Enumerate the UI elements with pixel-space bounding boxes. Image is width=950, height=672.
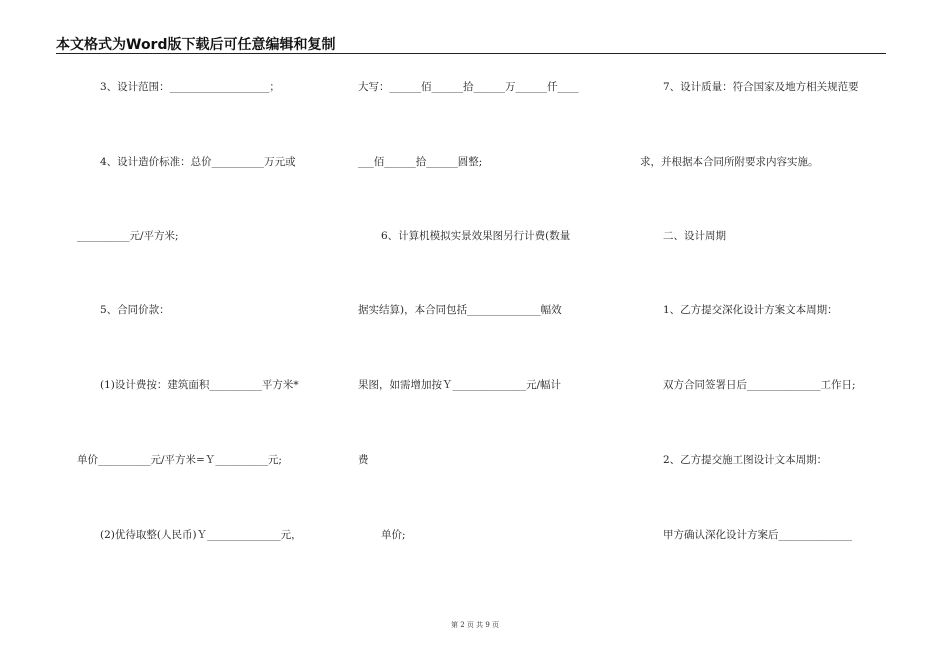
right-line-section-design-period: 二、设计周期 [663,230,726,242]
left-line-rounded-amount: (2)优待取整(人民币)Ｙ______________元， [100,529,302,541]
right-line-quality-cont: 求，并根据本合同所附要求内容实施。 [640,156,819,168]
left-line-unit-price: 单价__________元/平方米=Ｙ__________元; [77,454,282,466]
left-line-design-fee: (1)设计费按：建筑面积__________平方米* [100,379,299,391]
left-line-contract-price: 5、合同价款： [100,304,170,316]
left-line-design-scope: 3、设计范围：___________________； [100,81,280,93]
middle-line-rendering-fee: 6、计算机模拟实景效果图另行计费(数量 [381,230,571,242]
middle-line-capital-amount: 大写：______佰______拾______万______仟____ [358,81,579,93]
middle-line-rendering-count: 据实结算)，本合同包括______________幅效 [358,304,562,316]
left-line-cost-standard: 4、设计造价标准：总价__________万元或 [100,156,296,168]
right-line-deepening-period: 1、乙方提交深化设计方案文本周期： [663,304,838,316]
page-number: 第 2 页 共 9 页 [450,621,500,629]
middle-line-fee: 费 [358,454,369,466]
middle-line-unit-price: 单价; [381,529,406,541]
middle-line-amount-cont: ___佰______拾______圆整; [358,156,483,168]
right-line-confirm-after: 甲方确认深化设计方案后______________ [663,529,852,541]
middle-line-rendering-extra: 果图，如需增加按Ｙ______________元/幅计 [358,379,562,391]
right-line-design-quality: 7、设计质量：符合国家及地方相关规范要 [663,81,859,93]
left-line-per-sqm: __________元/平方米; [77,230,179,242]
right-line-signing-workdays: 双方合同签署日后______________工作日; [663,379,856,391]
header-divider [56,53,886,54]
document-header-title: 本文格式为Word版下载后可任意编辑和复制 [56,37,336,53]
right-line-construction-period: 2、乙方提交施工图设计文本周期： [663,454,828,466]
